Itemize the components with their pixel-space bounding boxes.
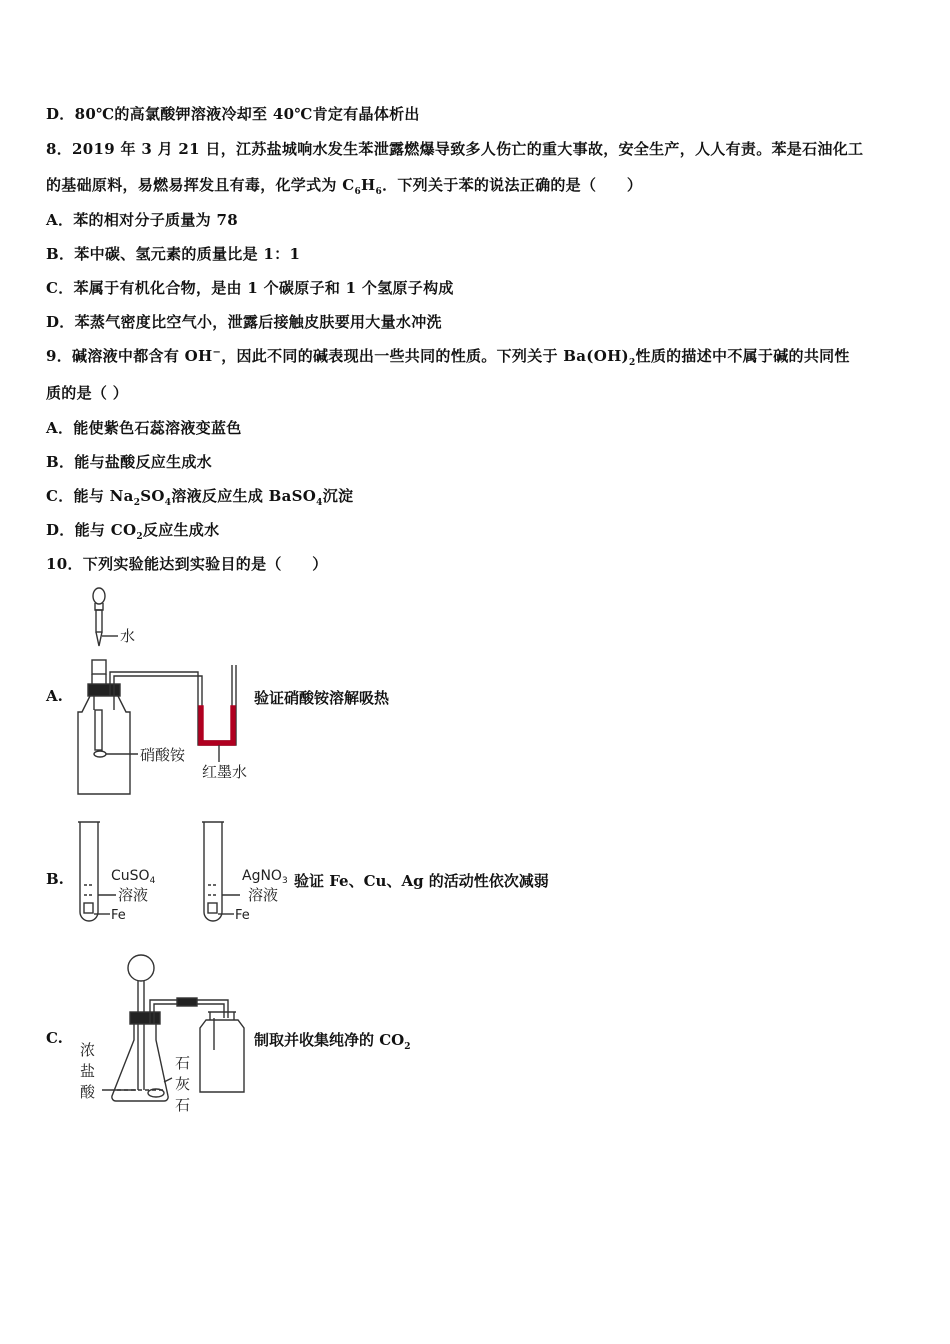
q8-option-b: B．苯中碳、氢元素的质量比是 1：1: [46, 245, 301, 263]
label-acid-2: 盐: [80, 1062, 96, 1080]
q8-stem-2a: 的基础原料，易燃易挥发且有毒，化学式为 C: [46, 176, 355, 194]
diagram-a-flask: [78, 660, 236, 794]
diagram-a-u-tube-ink: [199, 706, 235, 762]
q9-stem-line1: [46, 345, 850, 368]
label-limestone-3: 石: [175, 1096, 191, 1114]
q10-label-a: A.: [46, 687, 63, 705]
q9-stem-line2: 质的是（ ）: [46, 384, 129, 402]
q9-option-a: A．能使紫色石蕊溶液变蓝色: [46, 419, 242, 437]
q9-sup-minus: −: [212, 347, 222, 358]
label-acid-3: 酸: [80, 1083, 96, 1101]
label-red-ink: 红墨水: [202, 763, 248, 781]
q9-c-d: 沉淀: [322, 487, 354, 505]
label-tube2-solution: 溶液: [248, 886, 279, 904]
q9-c-c: 溶液反应生成 BaSO: [171, 487, 317, 505]
label-cuso4-main: CuSO: [111, 868, 150, 884]
q10-label-b: B.: [46, 870, 64, 888]
q9-c-a: C．能与 Na: [46, 487, 134, 505]
q10-stem: 10．下列实验能达到实验目的是（ ）: [46, 555, 328, 573]
label-agno3-main: AgNO: [242, 868, 282, 884]
q8-sub-h: 6: [375, 187, 383, 197]
q8-stem-line1: 8．2019 年 3 月 21 日，江苏盐城响水发生苯泄露燃爆导致多人伤亡的重大事故，安全生产，人人有责。苯是石油化工: [46, 140, 864, 158]
q9-stem-1c: 性质的描述中不属于碱的共同性: [635, 347, 850, 365]
q9-sub-2: 2: [628, 358, 636, 368]
q9-c-sub2: 4: [164, 498, 172, 508]
label-tube1-fe: Fe: [111, 908, 126, 923]
q8-option-d: D．苯蒸气密度比空气小，泄露后接触皮肤要用大量水冲洗: [46, 313, 442, 331]
q9-d-b: 反应生成水: [142, 521, 220, 539]
q9-c-sub1: 2: [133, 498, 141, 508]
q8-stem-2b: H: [361, 176, 376, 194]
diagram-c-funnel: [128, 955, 154, 1090]
diagram-c-collection-bottle: [200, 1012, 244, 1092]
diagram-a-dropper: [93, 588, 118, 646]
q10-caption-c-sub: 2: [404, 1042, 411, 1052]
q9-option-c: [46, 485, 353, 508]
q9-d-sub: 2: [136, 532, 143, 542]
diagram-b-tube-1: [78, 822, 116, 921]
label-limestone-1: 石: [175, 1054, 191, 1072]
label-agno3: [242, 868, 288, 886]
label-cuso4: [111, 868, 156, 886]
q7-option-d: D．80℃的高氯酸钾溶液冷却至 40℃肯定有晶体析出: [46, 105, 420, 123]
q10-caption-b: 验证 Fe、Cu、Ag 的活动性依次减弱: [294, 872, 549, 890]
q8-sub-c: 6: [354, 187, 362, 197]
q9-option-b: B．能与盐酸反应生成水: [46, 453, 212, 471]
q8-stem-2c: ．下列关于苯的说法正确的是（ ）: [382, 176, 643, 194]
q9-d-a: D．能与 CO: [46, 521, 137, 539]
q9-c-b: SO: [140, 487, 165, 505]
label-tube2-fe: Fe: [235, 908, 250, 923]
q9-stem-1a: 9．碱溶液中都含有 OH: [46, 347, 213, 365]
label-tube1-solution: 溶液: [118, 886, 149, 904]
q9-c-sub3: 4: [316, 498, 323, 508]
q9-option-d: [46, 519, 219, 542]
label-cuso4-sub: 4: [149, 876, 156, 886]
diagram-c-flask: [102, 998, 228, 1101]
label-ammonium-nitrate: 硝酸铵: [140, 746, 186, 764]
q10-caption-c-text: 制取并收集纯净的 CO: [254, 1031, 405, 1049]
q8-stem-line2: [46, 174, 642, 197]
label-water: 水: [120, 627, 136, 645]
q10-caption-c: [254, 1029, 411, 1052]
label-limestone-2: 灰: [175, 1075, 191, 1093]
q9-stem-1b: ，因此不同的碱表现出一些共同的性质。下列关于 Ba(OH): [221, 347, 629, 365]
q10-caption-a: 验证硝酸铵溶解吸热: [254, 689, 390, 707]
label-acid-1: 浓: [80, 1041, 96, 1059]
label-agno3-sub: 3: [281, 876, 288, 886]
q10-label-c: C.: [46, 1029, 63, 1047]
q8-option-c: C．苯属于有机化合物，是由 1 个碳原子和 1 个氢原子构成: [46, 279, 454, 297]
q8-option-a: A．苯的相对分子质量为 78: [46, 211, 238, 229]
diagram-b-tube-2: [202, 822, 240, 921]
